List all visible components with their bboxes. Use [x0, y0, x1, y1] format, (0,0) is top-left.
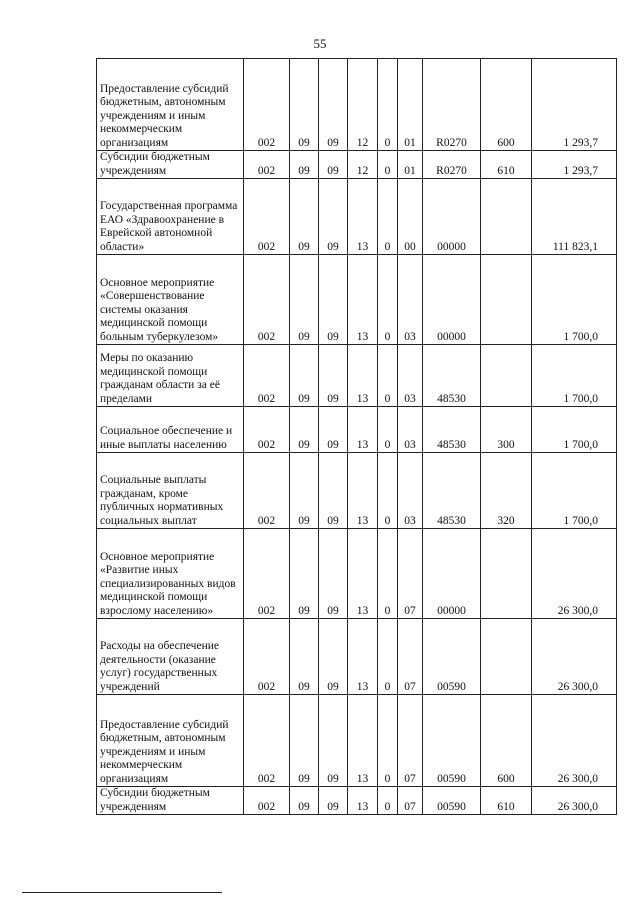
admin-code: 002	[244, 619, 290, 695]
subprogram-code: 0	[378, 255, 398, 345]
subsection-code: 09	[319, 151, 348, 179]
expense-type-code: 610	[481, 787, 532, 815]
admin-code: 002	[244, 695, 290, 787]
table-row	[97, 529, 617, 619]
table-row	[97, 59, 617, 151]
row-name: Предоставление субсидий бюджетным, автономным учреждениям и иным некоммерческим организациям	[97, 695, 244, 787]
admin-code: 002	[244, 787, 290, 815]
section-code: 09	[290, 453, 319, 529]
subprogram-code: 0	[378, 453, 398, 529]
table-row	[97, 255, 617, 345]
event-code: 03	[398, 345, 423, 407]
row-name: Меры по оказанию медицинской помощи гражданам области за её пределами	[97, 345, 244, 407]
section-code: 09	[290, 529, 319, 619]
amount-cell: 1 700,0	[532, 345, 617, 407]
program-code: 13	[348, 453, 378, 529]
subsection-code: 09	[319, 695, 348, 787]
program-code: 13	[348, 529, 378, 619]
row-name: Социальное обеспечение и иные выплаты населению	[97, 407, 244, 453]
section-code: 09	[290, 59, 319, 151]
subsection-code: 09	[319, 179, 348, 255]
event-code: 03	[398, 407, 423, 453]
admin-code: 002	[244, 179, 290, 255]
subprogram-code: 0	[378, 59, 398, 151]
amount-cell: 1 700,0	[532, 453, 617, 529]
subprogram-code: 0	[378, 695, 398, 787]
event-code: 03	[398, 453, 423, 529]
event-code: 03	[398, 255, 423, 345]
expense-direction-code: R0270	[423, 59, 481, 151]
row-name: Государственная программа ЕАО «Здравоохранение в Еврейской автономной области»	[97, 179, 244, 255]
section-code: 09	[290, 345, 319, 407]
expense-direction-code: 00590	[423, 619, 481, 695]
table-row	[97, 345, 617, 407]
row-name: Основное мероприятие «Развитие иных специализированных видов медицинской помощи взрослому населению»	[97, 529, 244, 619]
expense-type-code	[481, 345, 532, 407]
admin-code: 002	[244, 407, 290, 453]
expense-direction-code: 00590	[423, 787, 481, 815]
program-code: 12	[348, 151, 378, 179]
expense-direction-code: 00000	[423, 529, 481, 619]
footnote-divider	[22, 892, 222, 893]
amount-cell: 1 700,0	[532, 407, 617, 453]
expense-type-code: 300	[481, 407, 532, 453]
section-code: 09	[290, 695, 319, 787]
admin-code: 002	[244, 453, 290, 529]
expense-direction-code: 48530	[423, 453, 481, 529]
admin-code: 002	[244, 151, 290, 179]
table-row	[97, 787, 617, 815]
program-code: 13	[348, 695, 378, 787]
row-name: Основное мероприятие «Совершенствование системы оказания медицинской помощи больным туберкулезом»	[97, 255, 244, 345]
subsection-code: 09	[319, 787, 348, 815]
expense-type-code: 600	[481, 695, 532, 787]
expense-direction-code: 48530	[423, 407, 481, 453]
program-code: 13	[348, 345, 378, 407]
table-row	[97, 695, 617, 787]
table-row	[97, 619, 617, 695]
subprogram-code: 0	[378, 345, 398, 407]
amount-cell: 26 300,0	[532, 619, 617, 695]
admin-code: 002	[244, 255, 290, 345]
expense-direction-code: 48530	[423, 345, 481, 407]
row-name: Социальные выплаты гражданам, кроме публичных нормативных социальных выплат	[97, 453, 244, 529]
subprogram-code: 0	[378, 787, 398, 815]
admin-code: 002	[244, 59, 290, 151]
event-code: 01	[398, 151, 423, 179]
subsection-code: 09	[319, 529, 348, 619]
event-code: 07	[398, 529, 423, 619]
subprogram-code: 0	[378, 619, 398, 695]
section-code: 09	[290, 179, 319, 255]
section-code: 09	[290, 407, 319, 453]
admin-code: 002	[244, 345, 290, 407]
expense-direction-code: 00590	[423, 695, 481, 787]
budget-table	[96, 58, 617, 815]
table-row	[97, 179, 617, 255]
expense-type-code	[481, 179, 532, 255]
amount-cell: 1 293,7	[532, 151, 617, 179]
page-number: 55	[313, 36, 327, 51]
table-row	[97, 453, 617, 529]
program-code: 13	[348, 255, 378, 345]
program-code: 13	[348, 787, 378, 815]
subsection-code: 09	[319, 407, 348, 453]
expense-direction-code: 00000	[423, 255, 481, 345]
row-name: Расходы на обеспечение деятельности (оказание услуг) государственных учреждений	[97, 619, 244, 695]
expense-type-code	[481, 255, 532, 345]
row-name: Субсидии бюджетным учреждениям	[97, 151, 244, 179]
amount-cell: 1 700,0	[532, 255, 617, 345]
section-code: 09	[290, 255, 319, 345]
program-code: 12	[348, 59, 378, 151]
row-name: Субсидии бюджетным учреждениям	[97, 787, 244, 815]
expense-type-code: 320	[481, 453, 532, 529]
subsection-code: 09	[319, 619, 348, 695]
program-code: 13	[348, 619, 378, 695]
subprogram-code: 0	[378, 529, 398, 619]
expense-type-code: 610	[481, 151, 532, 179]
subsection-code: 09	[319, 453, 348, 529]
subsection-code: 09	[319, 345, 348, 407]
row-name: Предоставление субсидий бюджетным, автономным учреждениям и иным некоммерческим организациям	[97, 59, 244, 151]
event-code: 07	[398, 787, 423, 815]
expense-type-code	[481, 529, 532, 619]
subsection-code: 09	[319, 255, 348, 345]
event-code: 07	[398, 619, 423, 695]
subprogram-code: 0	[378, 407, 398, 453]
section-code: 09	[290, 787, 319, 815]
subprogram-code: 0	[378, 151, 398, 179]
amount-cell: 111 823,1	[532, 179, 617, 255]
amount-cell: 26 300,0	[532, 529, 617, 619]
expense-direction-code: 00000	[423, 179, 481, 255]
event-code: 01	[398, 59, 423, 151]
admin-code: 002	[244, 529, 290, 619]
program-code: 13	[348, 179, 378, 255]
subprogram-code: 0	[378, 179, 398, 255]
event-code: 07	[398, 695, 423, 787]
section-code: 09	[290, 151, 319, 179]
expense-type-code: 600	[481, 59, 532, 151]
amount-cell: 26 300,0	[532, 787, 617, 815]
subsection-code: 09	[319, 59, 348, 151]
amount-cell: 1 293,7	[532, 59, 617, 151]
expense-direction-code: R0270	[423, 151, 481, 179]
program-code: 13	[348, 407, 378, 453]
table-row	[97, 407, 617, 453]
section-code: 09	[290, 619, 319, 695]
amount-cell: 26 300,0	[532, 695, 617, 787]
event-code: 00	[398, 179, 423, 255]
expense-type-code	[481, 619, 532, 695]
table-row	[97, 151, 617, 179]
